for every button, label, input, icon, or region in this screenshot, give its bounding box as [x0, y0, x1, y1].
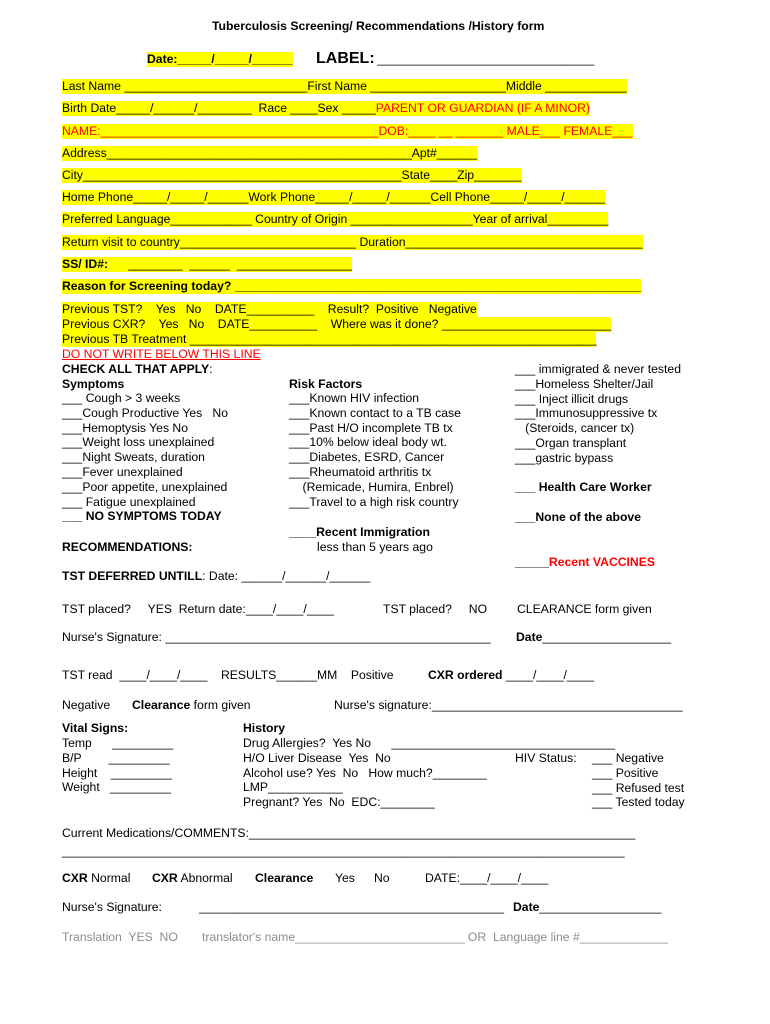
footer-date-line: __________________ [539, 900, 662, 914]
symptom-item[interactable]: ___Hemoptysis Yes No [62, 420, 189, 435]
liver-disease-row[interactable]: H/O Liver Disease Yes No [243, 750, 391, 765]
right-factor-item[interactable]: ___gastric bypass [515, 450, 614, 465]
symptom-item[interactable]: ___Night Sweats, duration [62, 450, 205, 465]
hiv-option[interactable]: ___ Tested today [592, 795, 685, 810]
return-visit-row[interactable]: Return visit to country__________________________ Duration___________________________________ [62, 235, 643, 249]
guardian-label: PARENT OR GUARDIAN (IF A MINOR) [375, 101, 590, 115]
risk-factor-item[interactable]: ___Known contact to a TB case [289, 405, 461, 420]
check-all-text: CHECK ALL THAT APPLY [62, 362, 210, 376]
footer-no-option[interactable]: No [374, 871, 390, 885]
normal-label: Normal [87, 871, 131, 885]
footer-date-field[interactable]: DATE:____/____/____ [425, 871, 549, 885]
cxr-abnormal-option[interactable] [152, 871, 233, 886]
previous-cxr-row[interactable]: Previous CXR? Yes No DATE__________ Where was it done? _________________________ [62, 317, 612, 331]
pregnant-row[interactable]: Pregnant? Yes No EDC:________ [243, 795, 435, 810]
risk-factor-item[interactable]: ___Travel to a high risk country [289, 494, 459, 509]
health-care-worker-item[interactable]: ___ Health Care Worker [515, 480, 652, 494]
negative-option[interactable]: Negative [62, 698, 111, 712]
signature-date-line: ___________________ [542, 630, 672, 644]
recent-vaccines-label: Recent VACCINES [548, 555, 655, 569]
less-than-5-years: less than 5 years ago [317, 540, 433, 554]
risk-factor-item[interactable]: ___Diabetes, ESRD, Cancer [289, 450, 445, 465]
footer-yes-option[interactable]: Yes [335, 871, 355, 885]
translator-name-row[interactable]: translator's name_________________________ OR Language line #_____________ [202, 930, 668, 944]
tst-placed-no[interactable]: TST placed? NO [383, 602, 488, 616]
language-row[interactable]: Preferred Language____________ Country of Origin __________________Year of arrival_________ [62, 212, 609, 226]
clearance-label: Clearance [132, 698, 191, 712]
check-all-colon: : [209, 362, 213, 376]
hiv-option[interactable]: ___ Refused test [592, 780, 685, 795]
right-factor-item[interactable]: ___Organ transplant [515, 435, 627, 450]
right-factor-item[interactable]: ___Homeless Shelter/Jail [515, 376, 654, 391]
right-factor-item[interactable]: ___ Inject illicit drugs [515, 391, 629, 406]
footer-date-row[interactable] [513, 900, 661, 915]
symptoms-list [62, 391, 228, 524]
phone-row[interactable]: Home Phone_____/_____/______Work Phone_____/_____/______Cell Phone_____/_____/______ [62, 190, 606, 204]
ss-id-row[interactable] [62, 257, 352, 272]
cxr-ordered-date: ____/____/____ [502, 668, 594, 682]
history-title: History [243, 721, 285, 735]
address-row[interactable]: Address_____________________________________________Apt#______ [62, 146, 478, 160]
vital-weight[interactable]: Weight _________ [62, 780, 171, 795]
cxr-ordered-label: CXR ordered [428, 668, 503, 682]
drug-allergies-row[interactable]: Drug Allergies? Yes No _________________________________ [243, 736, 616, 750]
date-field[interactable]: Date:_____/_____/______ [147, 52, 293, 66]
ss-id-line: ________ ______ _________________ [108, 257, 353, 271]
risk-factor-item: (Remicade, Humira, Enbrel) [289, 479, 454, 494]
hiv-status-options [592, 751, 685, 810]
history-list [243, 736, 615, 810]
symptom-item[interactable]: ___ Cough > 3 weeks [62, 391, 181, 405]
signature-date-row[interactable] [516, 630, 671, 645]
clearance-form-option[interactable] [132, 698, 251, 713]
nurse-signature-row[interactable] [62, 630, 491, 645]
symptoms-title: Symptoms [62, 377, 125, 391]
clearance-form-given[interactable]: CLEARANCE form given [517, 602, 652, 616]
symptom-item[interactable]: ___Weight loss unexplained [62, 435, 215, 450]
right-factors-list [515, 362, 681, 466]
cxr-normal-option[interactable] [62, 871, 130, 886]
right-factor-item: (Steroids, cancer tx) [515, 421, 635, 436]
vital-signs-list [62, 736, 173, 795]
recent-vaccines-blank: _____ [515, 555, 549, 569]
ss-id-label: SS/ ID#: [62, 257, 109, 271]
birth-row[interactable] [62, 101, 590, 116]
translation-option[interactable]: Translation YES NO [62, 930, 178, 944]
symptom-item[interactable]: ___Poor appetite, unexplained [62, 479, 228, 494]
hiv-status-label: HIV Status: [515, 751, 577, 765]
vital-height[interactable]: Height _________ [62, 765, 172, 780]
footer-nurse-signature-line[interactable]: _____________________________________________ [199, 900, 505, 914]
tst-deferred-row[interactable] [62, 569, 370, 584]
cxr-label: CXR [62, 871, 88, 885]
recommendations-label: RECOMMENDATIONS: [62, 540, 193, 554]
nurse-signature-line: ________________________________________________ [165, 630, 491, 644]
right-factor-item[interactable]: ___ immigrated & never tested [515, 362, 681, 376]
vital-bp[interactable]: B/P _________ [62, 750, 170, 765]
name-row[interactable]: Last Name ___________________________First Name ____________________Middle ____________ [62, 79, 627, 93]
risk-factor-item[interactable]: ___Known HIV infection [289, 391, 420, 405]
tst-deferred-label: TST DEFERRED UNTILL [62, 569, 203, 583]
tst-deferred-date: : Date: ______/______/______ [202, 569, 371, 583]
form-given-label: form given [190, 698, 251, 712]
symptom-item[interactable]: ___ Fatigue unexplained [62, 494, 196, 509]
birth-race-sex: Birth Date_____/______/________ Race ____Sex _____ [62, 101, 376, 115]
hiv-option[interactable]: ___ Positive [592, 765, 659, 780]
previous-tst-row[interactable]: Previous TST? Yes No DATE__________ Result? Positive Negative [62, 302, 477, 316]
label-field[interactable]: ________________________________ [374, 52, 595, 66]
alcohol-use-row[interactable]: Alcohol use? Yes No How much?________ [243, 765, 487, 780]
previous-tb-treatment-row[interactable]: Previous TB Treatment ____________________________________________________________ [62, 332, 597, 346]
tst-placed-yes[interactable]: TST placed? YES Return date:____/____/____ [62, 602, 334, 616]
label-title: LABEL: [316, 50, 375, 67]
nurse-signature-label: Nurse's Signature: [62, 630, 166, 644]
city-row[interactable]: City_______________________________________________State____Zip_______ [62, 168, 522, 182]
signature-date-label: Date [516, 630, 543, 644]
lmp-row[interactable]: LMP___________ [243, 780, 343, 795]
abnormal-label: Abnormal [177, 871, 233, 885]
vital-temp[interactable]: Temp _________ [62, 736, 174, 750]
right-factor-item[interactable]: ___Immunosuppressive tx [515, 406, 658, 421]
none-of-the-above-item[interactable]: ___None of the above [515, 510, 641, 524]
do-not-write-line: DO NOT WRITE BELOW THIS LINE [62, 347, 261, 361]
risk-factors-list [289, 391, 461, 509]
risk-factor-item[interactable]: ___10% below ideal body wt. [289, 435, 447, 450]
tst-read-row[interactable]: TST read ____/____/____ RESULTS______MM Positive [62, 668, 394, 682]
risk-factor-item[interactable]: ___Past H/O incomplete TB tx [289, 420, 453, 435]
footer-clearance-label: Clearance [255, 871, 314, 885]
footer-date-label: Date [513, 900, 540, 914]
comments-line-2[interactable]: ___________________________________________________________________________________ [62, 844, 625, 858]
nurse-signature-2-row[interactable]: Nurse's signature:_____________________________________ [334, 698, 683, 712]
footer-nurse-signature-label: Nurse's Signature: [62, 900, 162, 914]
no-symptoms-item[interactable]: ___ NO SYMPTOMS TODAY [62, 509, 222, 524]
hiv-option[interactable]: ___ Negative [592, 751, 664, 765]
form-title: Tuberculosis Screening/ Recommendations /History form [212, 19, 545, 33]
cxr-label: CXR [152, 871, 178, 885]
recent-vaccines-item[interactable] [515, 555, 655, 570]
symptom-item[interactable]: ___Cough Productive Yes No [62, 405, 228, 420]
reason-row[interactable]: Reason for Screening today? ____________________________________________________________ [62, 279, 642, 293]
cxr-ordered-row[interactable] [428, 668, 594, 683]
vital-signs-title: Vital Signs: [62, 721, 129, 735]
symptom-item[interactable]: ___Fever unexplained [62, 464, 183, 479]
check-all-heading [62, 362, 213, 377]
guardian-name-row[interactable]: NAME:_________________________________________DOB:____ __ _______ MALE___ FEMALE___ [62, 124, 633, 138]
risk-factors-title: Risk Factors [289, 377, 363, 391]
comments-line-1[interactable]: Current Medications/COMMENTS:_________________________________________________________ [62, 826, 636, 840]
recent-immigration-item[interactable]: ____Recent Immigration [289, 525, 430, 539]
risk-factor-item[interactable]: ___Rheumatoid arthritis tx [289, 464, 432, 479]
